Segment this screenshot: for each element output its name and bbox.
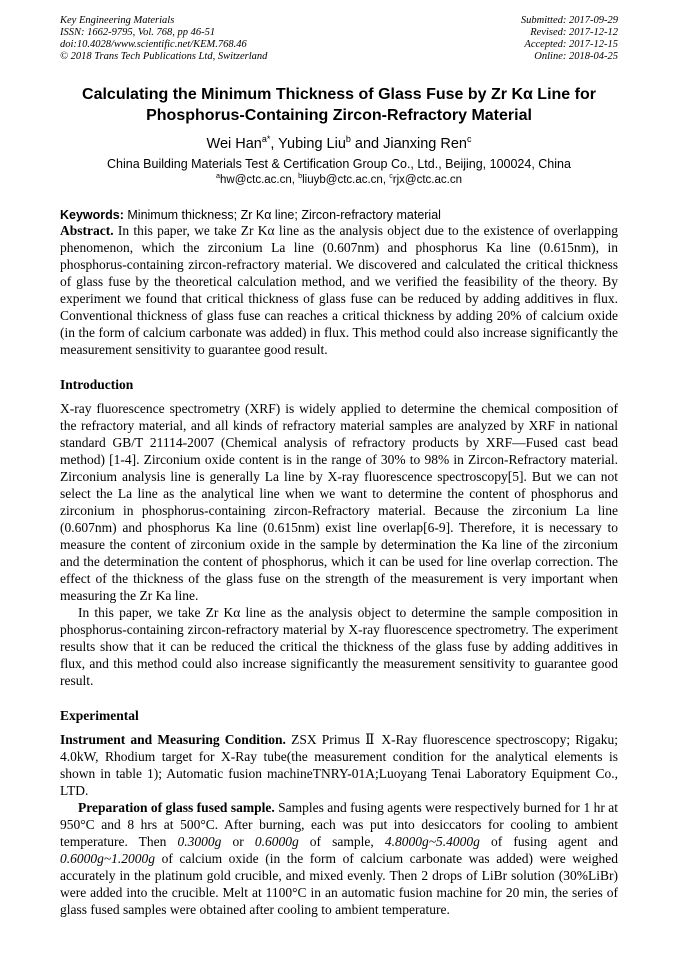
accepted-date: Accepted: 2017-12-15 xyxy=(524,39,618,50)
introduction-paragraph-2: In this paper, we take Zr Kα line as the analysis object to determine the sample composition in phosphorus-containing zircon-refractory material by X-ray fluorescence spectrometry. The experiment results show that it can be reduced the critical the thickness of the glass fuse by adding additives in flux, and this method could also increase significantly the measurement sensitivity to guarantee good result. xyxy=(60,605,618,688)
abstract-text: In this paper, we take Zr Kα line as the analysis object due to the existence of overlapping phenomenon, which the zirconium La line (0.607nm) and phosphorus Ka line (0.615nm), in phosphorus-containing zircon-refractory material. We discovered and calculated the critical thickness of glass fuse by the theoretical calculation method, and we verified the feasibility of the theory. By experiment we found that critical thickness of glass fuse can be reduced by adding additives in flux. Conventional thickness of glass fuse can reaches a critical thickness by adding 20% of calcium oxide (in the form of calcium carbonate was added) in flux. This method could also increase significantly the measurement sensitivity to guarantee good result. xyxy=(60,223,619,357)
instrument-lead: Instrument and Measuring Condition. xyxy=(60,732,286,747)
keywords-line xyxy=(60,208,618,222)
instrument-paragraph xyxy=(60,731,618,799)
submission-dates xyxy=(521,15,618,63)
journal-header xyxy=(60,15,618,63)
paper-title: Calculating the Minimum Thickness of Glass Fuse by Zr Kα Line for Phosphorus-Containing Zircon-Refractory Material xyxy=(82,86,596,124)
journal-issn-volume: ISSN: 1662-9795, Vol. 768, pp 46-51 xyxy=(60,27,216,38)
experimental-heading: Experimental xyxy=(60,708,139,723)
introduction-heading: Introduction xyxy=(60,377,134,392)
submitted-date: Submitted: 2017-09-29 xyxy=(520,15,618,26)
online-date: Online: 2018-04-25 xyxy=(534,51,618,62)
emails-line: $^a$hw@ctc.ac.cn, $^b$liuyb@ctc.ac.cn, $^c$rjx@ctc.ac.cn xyxy=(216,172,462,186)
journal-copyright: © 2018 Trans Tech Publications Ltd, Switzerland xyxy=(60,51,268,62)
affiliation-line: China Building Materials Test & Certification Group Co., Ltd., Beijing, 100024, China xyxy=(107,157,571,171)
instrument-text: ZSX Primus Ⅱ X-Ray fluorescence spectroscopy; Rigaku; 4.0kW, Rhodium target for X-Ray tube(the measurement condition for the analytical elements is shown in table 1); Automatic fusion machineTNRY-01A;Luoyang Tenai Laboratory Equipment Co., LTD. xyxy=(60,732,618,798)
journal-name: Key Engineering Materials xyxy=(60,15,175,26)
authors-line: Wei Han$^{a*}$, Yubing Liu$^b$ and Jianxing Ren$^c$ xyxy=(206,134,472,152)
preparation-paragraph: Preparation of glass fused sample. Samples and fusing agents were respectively burned for 1 hr at 950°C and 8 hrs at 500°C. After burning, each was put into desiccators for cooling to ambient temperature. Then 0.3000g or 0.6000g of sample, 4.8000g~5.4000g of fusing agent and 0.6000g~1.2000g of calcium oxide (in the form of calcium carbonate was added) were weighed accurately in the platinum gold crucible, and mixed evenly. Then 2 drops of LiBr solution (30%LiBr) were added into the crucible. Melt at 1100°C in an automatic fusion machine for 20 min, the series of glass fused samples were obtained after cooling to ambient temperature. xyxy=(60,800,618,917)
abstract-paragraph xyxy=(60,222,618,358)
keywords-text: Minimum thickness; Zr Kα line; Zircon-refractory material xyxy=(127,208,441,222)
journal-doi: doi:10.4028/www.scientific.net/KEM.768.46 xyxy=(60,39,247,50)
keywords-label: Keywords: xyxy=(60,208,124,222)
introduction-paragraph-1: X-ray fluorescence spectrometry (XRF) is widely applied to determine the chemical composition of the refractory material, and all kinds of refractory material samples are analyzed by XRF in national standard GB/T 21114-2007 (Chemical analysis of refractory products by XRF—Fused cast bead method) [1-4]. Zirconium oxide content is in the range of 30% to 98% in Zircon-Refractory material. Zirconium analysis line is generally La line by X-ray fluorescence spectroscopy[5]. But we can not select the La line as the analytical line when we want to determine the content of phosphorus and zirconium in phosphorus-containing zircon-Refractory material. Because the zirconium La line (0.607nm) and phosphorus Ka line (0.615nm) exist line overlap[6-9]. Therefore, it is necessary to measure the content of zirconium oxide in the sample by determination the Ka line of the zirconium and the determination the content of phosphorus, which it can be used for line overlap correction. The effect of the thickness of the glass fuse on the strength of the measurement is very important when measuring the Zr Ka line. xyxy=(60,401,618,603)
revised-date: Revised: 2017-12-12 xyxy=(530,27,618,38)
journal-info xyxy=(60,15,267,63)
abstract-label: Abstract. xyxy=(60,223,114,238)
